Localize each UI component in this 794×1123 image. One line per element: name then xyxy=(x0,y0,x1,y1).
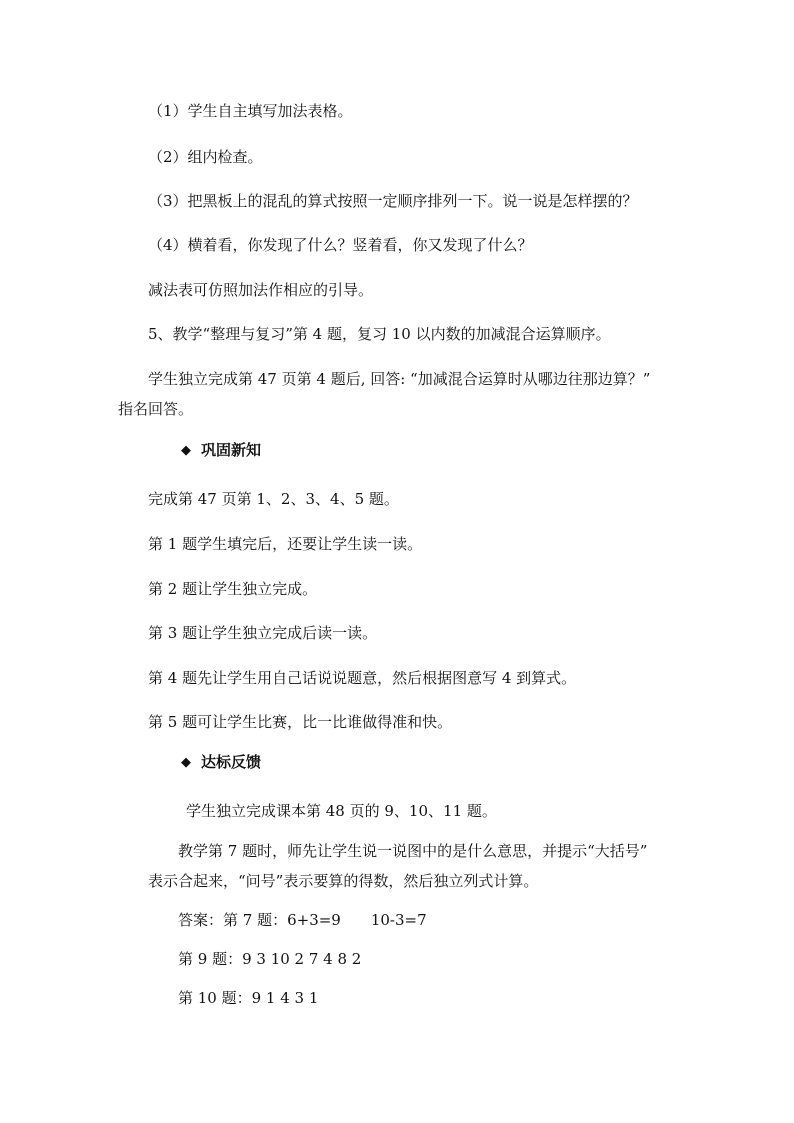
consolidate-item-5: 第 4 题先让学生用自己话说说题意，然后根据图意写 4 到算式。 xyxy=(148,669,577,687)
feedback-teach-line2: 表示合起来，“问号”表示要算的得数，然后独立列式计算。 xyxy=(148,872,539,890)
step-2: （2）组内检查。 xyxy=(148,148,263,166)
step-1: （1）学生自主填写加法表格。 xyxy=(148,102,353,120)
diamond-bullet-icon: ◆ xyxy=(181,755,191,770)
item5-title: 5、教学“整理与复习”第 4 题，复习 10 以内数的加减混合运算顺序。 xyxy=(148,325,611,343)
section-consolidate-title: 巩固新知 xyxy=(201,441,262,459)
subtraction-table-note: 减法表可仿照加法作相应的引导。 xyxy=(148,281,374,299)
step-4: （4）横着看，你发现了什么？竖着看，你又发现了什么？ xyxy=(148,236,533,254)
section-consolidate-heading xyxy=(181,440,261,460)
section-feedback-heading xyxy=(181,752,261,772)
answer-line-3: 第 10 题：9 1 4 3 1 xyxy=(178,989,319,1007)
diamond-bullet-icon: ◆ xyxy=(181,443,191,458)
answer-line-2: 第 9 题：9 3 10 2 7 4 8 2 xyxy=(178,950,362,968)
step-3: （3）把黑板上的混乱的算式按照一定顺序排列一下。说一说是怎样摆的？ xyxy=(148,192,638,210)
item5-line2: 指名回答。 xyxy=(118,400,194,418)
feedback-task: 学生独立完成课本第 48 页的 9、10、11 题。 xyxy=(186,802,497,820)
feedback-teach-line1: 教学第 7 题时，师先让学生说一说图中的是什么意思，并提示“大括号” xyxy=(178,842,648,860)
consolidate-item-2: 第 1 题学生填完后，还要让学生读一读。 xyxy=(148,535,423,553)
consolidate-item-3: 第 2 题让学生独立完成。 xyxy=(148,580,318,598)
item5-line1: 学生独立完成第 47 页第 4 题后, 回答: “加减混合运算时从哪边往那边算？” xyxy=(148,370,651,388)
consolidate-item-1: 完成第 47 页第 1、2、3、4、5 题。 xyxy=(148,490,399,508)
answer-line-1: 答案：第 7 题：6+3=9 10-3=7 xyxy=(178,911,427,929)
section-feedback-title: 达标反馈 xyxy=(201,753,262,771)
consolidate-item-6: 第 5 题可让学生比赛，比一比谁做得准和快。 xyxy=(148,713,453,731)
consolidate-item-4: 第 3 题让学生独立完成后读一读。 xyxy=(148,624,378,642)
